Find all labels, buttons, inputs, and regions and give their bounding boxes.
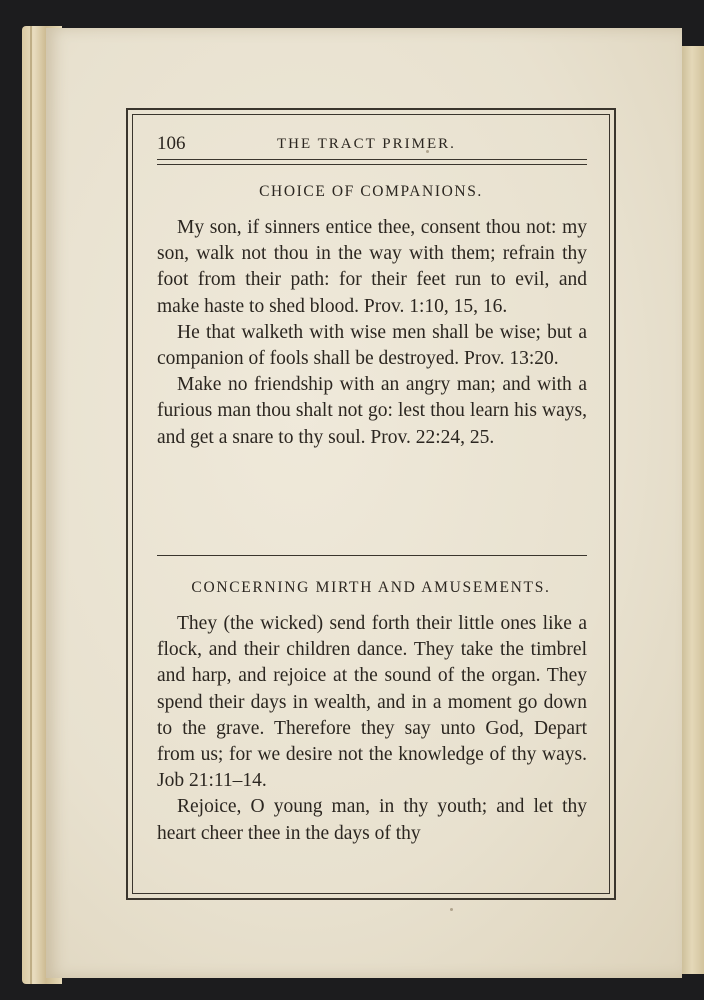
book-page	[46, 28, 682, 978]
paragraph: My son, if sinners entice thee, consent thou not: my son, walk not thou in the way with them; refrain thy foot from their path: for their feet run to evil, and make haste to shed blood. Prov. 1:10, 15, 16.	[157, 217, 587, 317]
paragraph: Make no friendship with an angry man; and with a furious man thou shalt not go: lest thou learn his ways, and get a snare to thy soul. Prov. 22:24, 25.	[157, 374, 587, 448]
header-double-rule	[157, 159, 587, 165]
section-heading: CHOICE OF COMPANIONS.	[259, 183, 483, 200]
section-body	[157, 215, 587, 451]
running-title: THE TRACT PRIMER.	[277, 136, 456, 152]
section-divider	[157, 555, 587, 556]
page-number: 106	[157, 133, 186, 154]
section-heading: CONCERNING MIRTH AND AMUSEMENTS.	[191, 579, 551, 596]
paragraph: Rejoice, O young man, in thy youth; and let thy heart cheer thee in the days of thy	[157, 796, 587, 844]
page-border-inner	[132, 114, 610, 894]
paragraph: They (the wicked) send forth their little ones like a flock, and their children dance. They take the timbrel and harp, and rejoice at the sound of the organ. They spend their days in wealth, and in a moment go down to the grave. Therefore they say unto God, Depart from us; for we desire not the knowledge of thy ways. Job 21:11–14.	[157, 613, 587, 792]
running-header	[157, 131, 587, 157]
next-page-edge	[680, 46, 704, 974]
paper-speck	[450, 908, 453, 911]
section-body	[157, 611, 587, 847]
paragraph: He that walketh with wise men shall be wise; but a companion of fools shall be destroyed. Prov. 13:20.	[157, 321, 587, 370]
page-border-frame	[126, 108, 616, 900]
